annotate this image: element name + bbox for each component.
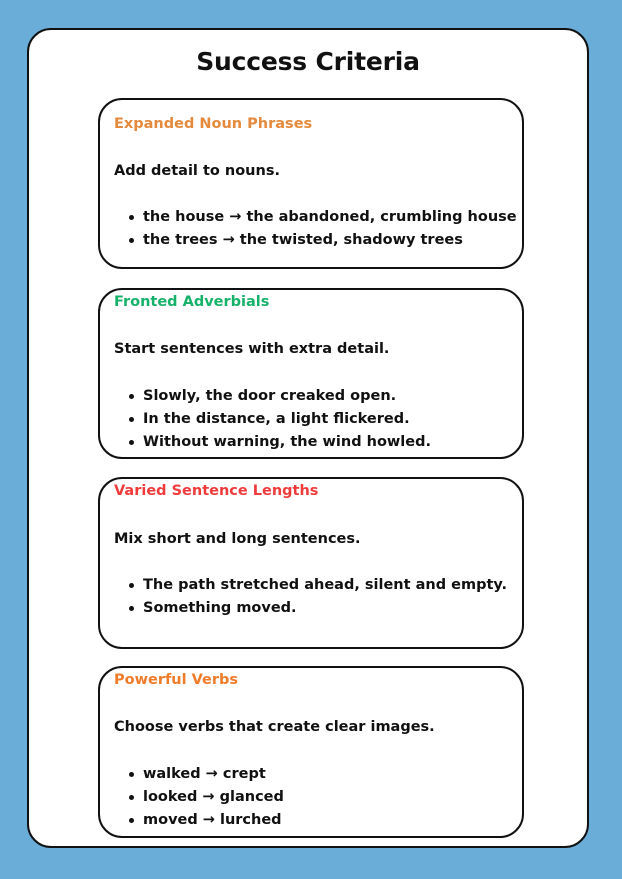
card-heading: Varied Sentence Lengths bbox=[114, 483, 319, 499]
list-item: moved → lurched bbox=[129, 809, 284, 832]
list-item: the house → the abandoned, crumbling house bbox=[129, 206, 517, 229]
success-criteria-sheet bbox=[27, 28, 589, 848]
card-heading: Expanded Noun Phrases bbox=[114, 116, 313, 132]
criteria-card-noun-phrases bbox=[98, 98, 524, 269]
list-item: the trees → the twisted, shadowy trees bbox=[129, 229, 517, 252]
criteria-card-fronted-adverbials bbox=[98, 288, 524, 459]
card-description: Start sentences with extra detail. bbox=[114, 341, 390, 357]
criteria-card-sentence-lengths bbox=[98, 477, 524, 649]
list-item: In the distance, a light flickered. bbox=[129, 408, 431, 431]
card-description: Mix short and long sentences. bbox=[114, 531, 361, 547]
card-heading: Powerful Verbs bbox=[114, 672, 239, 688]
list-item: walked → crept bbox=[129, 763, 284, 786]
card-heading: Fronted Adverbials bbox=[114, 294, 270, 310]
card-description: Add detail to nouns. bbox=[114, 163, 280, 179]
list-item: Without warning, the wind howled. bbox=[129, 431, 431, 454]
list-item: looked → glanced bbox=[129, 786, 284, 809]
example-list bbox=[129, 763, 284, 832]
example-list bbox=[129, 385, 431, 454]
example-list bbox=[129, 574, 507, 620]
page-title: Success Criteria bbox=[196, 47, 420, 76]
criteria-card-powerful-verbs bbox=[98, 666, 524, 838]
example-list bbox=[129, 206, 517, 252]
list-item: The path stretched ahead, silent and empty. bbox=[129, 574, 507, 597]
list-item: Slowly, the door creaked open. bbox=[129, 385, 431, 408]
card-description: Choose verbs that create clear images. bbox=[114, 719, 435, 735]
list-item: Something moved. bbox=[129, 597, 507, 620]
